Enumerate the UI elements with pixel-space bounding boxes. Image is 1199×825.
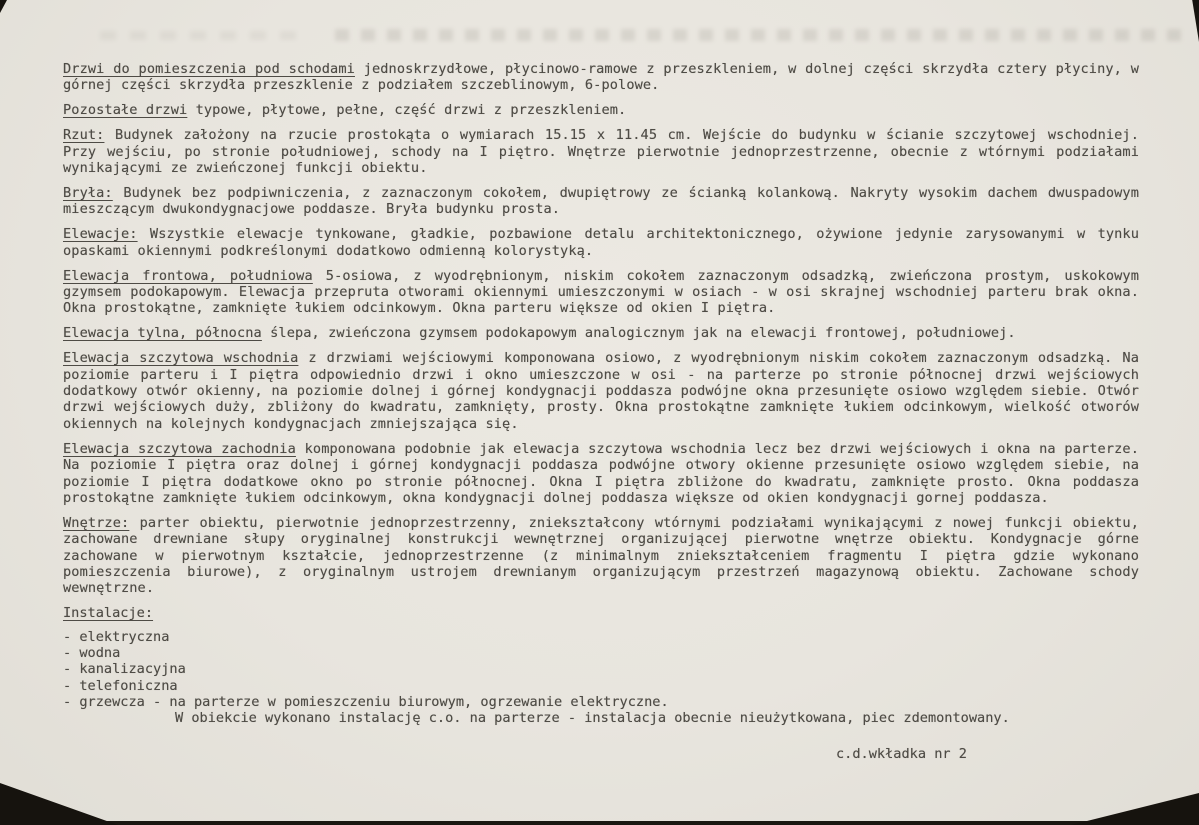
paragraph-heading: Elewacja frontowa, południowa bbox=[63, 267, 313, 284]
paragraph-elevations bbox=[63, 226, 1139, 259]
paragraph-text: Budynek założony na rzucie prostokąta o wymiarach 15.15 x 11.45 cm. Wejście do budynku w ścianie szczytowej wschodniej. Przy wejściu, po stronie południowej, schody na I piętro. Wnętrze pierwotnie jednoprzestrzenne, obecnie z wtórnymi podziałami wynikającymi ze zwieńczonej funkcji obiektu. bbox=[63, 127, 1139, 177]
paragraph-heading: Elewacje: bbox=[63, 226, 138, 243]
installation-item-electrical: - elektryczna bbox=[63, 628, 170, 645]
installation-item-water: - wodna bbox=[63, 645, 121, 662]
paragraph-heading: Drzwi do pomieszczenia pod schodami bbox=[63, 61, 355, 77]
paragraph-text: z drzwiami wejściowymi komponowana osiowo, z wyodrębnionym niskim cokołem zaznaczonym odsadzką. Na poziomie parteru i I piętra odpowiednio drzwi i okno umieszczone w osi - na parterze po stronie północnej drzwi wejściowych dodatkowy otwór okienny, na poziomie dolnej i górnej kondygnacji poddasza podwójne okna przesunięte osiowo względem siebie. Otwór drzwi wejściowych duży, zbliżony do kwadratu, zamknięty, prosty. Okna prostokątne zamknięte łukiem odcinkowym, wielkość otworów okiennych na kolejnych kondygnacjach zmniejszająca się. bbox=[63, 350, 1139, 432]
scan-corner-top-right bbox=[1191, 0, 1199, 42]
paragraph-text: komponowana podobnie jak elewacja szczytowa wschodnia lecz bez drzwi wejściowych i okna na parterze. Na poziomie I piętra oraz dolnej i górnej kondygnacji poddasza podwójne otwory okienne przesunięte osiowo względem siebie, na poziomie I piętra dodatkowe okno po stronie północnej. Okna I piętra zbliżone do kwadratu, zamknięte prosto. Okna poddasza prostokątne zamknięte łukiem odcinkowym, okna kondygnacji dolnej poddasza większe od okien kondygnacji gornej poddasza. bbox=[63, 440, 1139, 506]
installation-item-heating: - grzewcza - na parterze w pomieszczeniu biurowym, ogrzewanie elektryczne. bbox=[63, 693, 669, 710]
installation-item-telephone: - telefoniczna bbox=[63, 677, 178, 694]
paragraph-east-gable-elevation bbox=[63, 350, 1139, 432]
paragraph-front-elevation bbox=[63, 268, 1139, 317]
paragraph-heading: Rzut: bbox=[63, 127, 105, 144]
paragraph-text: typowe, płytowe, pełne, część drzwi z przeszkleniem. bbox=[195, 102, 627, 119]
scan-edge-bottom bbox=[0, 821, 1199, 825]
paragraph-heading: Elewacja szczytowa wschodnia bbox=[63, 350, 299, 367]
scan-corner-bottom-right bbox=[1071, 793, 1199, 825]
scan-ghost-text-band-left bbox=[100, 31, 300, 40]
paragraph-heading: Elewacja szczytowa zachodnia bbox=[63, 440, 296, 457]
scan-ghost-text-band bbox=[335, 29, 1187, 41]
paragraph-heading: Pozostałe drzwi bbox=[63, 102, 188, 119]
paragraph-text: parter obiektu, pierwotnie jednoprzestrzenny, zniekształcony wtórnymi podziałami wynikającymi z nowej funkcji obiektu, zachowane drewniane słupy oryginalnej konstrukcji wewnętrznej organizującej pierwotne wnętrze obiektu. Kondygnacje górne zachowane w pierwotnym kształcie, jednoprzestrzenne (z minimalnym zniekształceniem fragmentu I piętra gdzie wykonano pomieszczenia biurowe), z oryginalnym ustrojem drewnianym organizującym przestrzeń magazynową obiektu. Zachowane schody wewnętrzne. bbox=[63, 514, 1139, 597]
paragraph-plan bbox=[63, 127, 1139, 176]
installations-list bbox=[63, 629, 1139, 710]
installations-note: W obiekcie wykonano instalację c.o. na parterze - instalacja obecnie nieużytkowana, piec zdemontowany. bbox=[175, 710, 1010, 727]
paragraph-text: Wszystkie elewacje tynkowane, gładkie, pozbawione detalu architektonicznego, ożywione jedynie zarysowanymi w tynku opaskami okiennymi podkreślonymi dodatkowo odmienną kolorystyką. bbox=[63, 226, 1139, 259]
paragraph-other-doors bbox=[63, 102, 1139, 118]
installation-item-sewage: - kanalizacyjna bbox=[63, 661, 186, 678]
page-footer-continuation: c.d.wkładka nr 2 bbox=[836, 746, 967, 762]
paragraph-rear-elevation bbox=[63, 325, 1139, 341]
paragraph-text: jednoskrzydłowe, płycinowo-ramowe z przeszkleniem, w dolnej części skrzydła cztery płyciny, w górnej części skrzydła przeszklenie z podziałem szczeblinowym, 6-polowe. bbox=[63, 61, 1139, 94]
paragraph-interior bbox=[63, 515, 1139, 597]
paragraph-text: Budynek bez podpiwniczenia, z zaznaczonym cokołem, dwupiętrowy ze ścianką kolankową. Nakryty wysokim dachem dwuspadowym mieszczącym dwukondygnacjowe poddasze. Bryła budynku prosta. bbox=[63, 184, 1139, 218]
paragraph-doors-under-stairs bbox=[63, 61, 1139, 94]
paragraph-text: 5-osiowa, z wyodrębnionym, niskim cokołem zaznaczonym odsadzką, zwieńczona prostym, uskokowym gzymsem podokapowym. Elewacja przepruta otworami okiennymi umieszczonymi w osiach - w osi skrajnej wschodniej parteru brak okna. Okna prostokątne, zamknięte łukiem odcinkowym. Okna parteru większe od okien I piętra. bbox=[63, 267, 1139, 317]
scan-corner-top-left bbox=[0, 0, 7, 13]
installations-heading: Instalacje: bbox=[63, 605, 154, 622]
scan-corner-bottom-left bbox=[0, 783, 118, 825]
paragraph-heading: Elewacja tylna, północna bbox=[63, 325, 262, 342]
paragraph-heading: Wnętrze: bbox=[63, 514, 130, 531]
paragraph-heading: Bryła: bbox=[63, 184, 113, 201]
paragraph-west-gable-elevation bbox=[63, 441, 1139, 507]
document-body bbox=[63, 61, 1139, 727]
paragraph-text: ślepa, zwieńczona gzymsem podokapowym analogicznym jak na elewacji frontowej, południowej. bbox=[270, 325, 1016, 342]
paragraph-massing bbox=[63, 185, 1139, 218]
